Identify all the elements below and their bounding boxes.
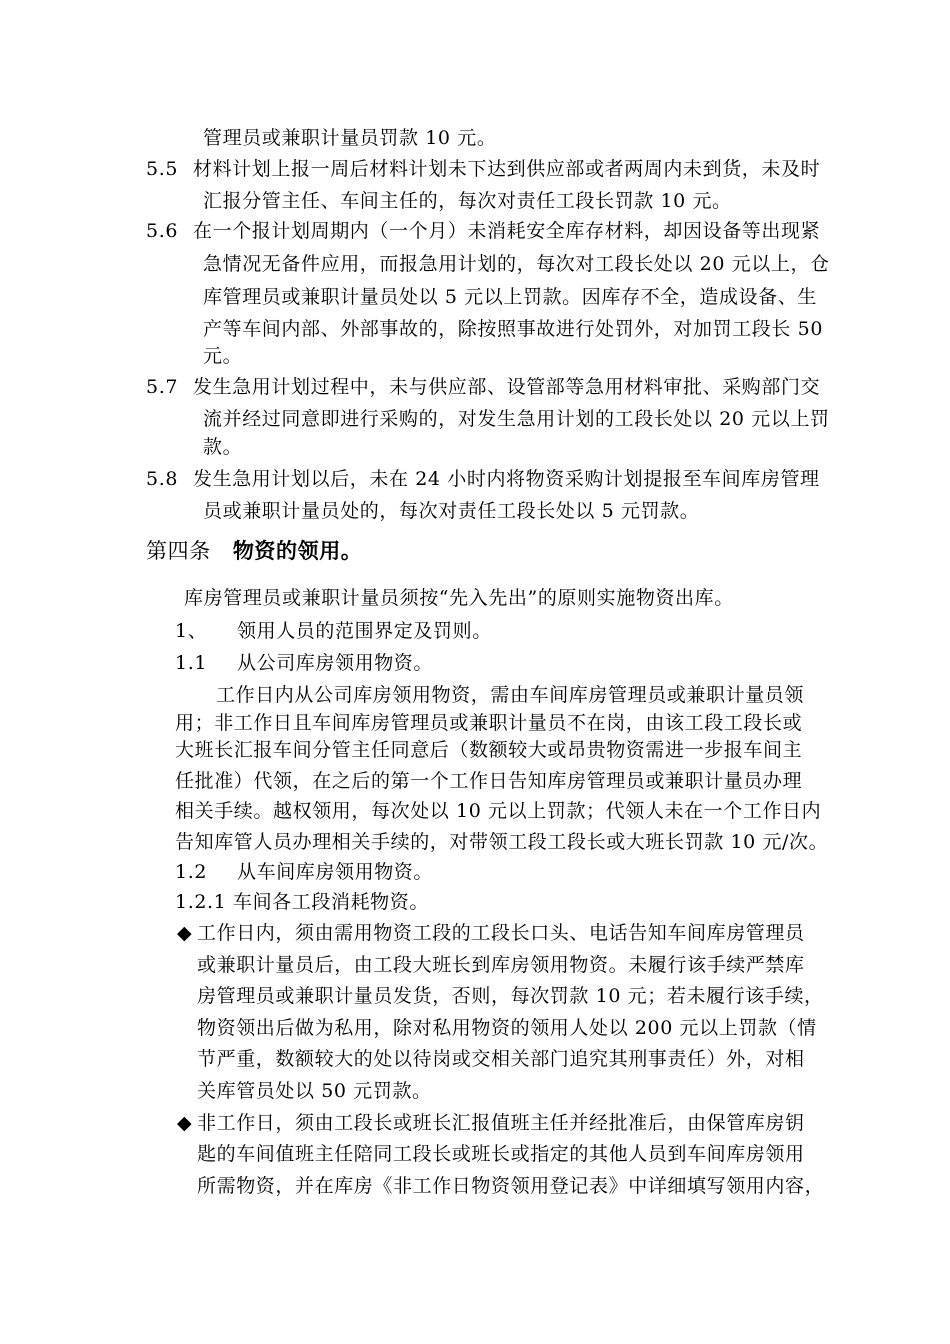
text-line: 流并经过同意即进行采购的，对发生急用计划的工段长处以 20 元以上罚 (203, 408, 830, 430)
text-line: 库管理员或兼职计量员处以 5 元以上罚款。因库存不全，造成设备、生 (203, 286, 817, 308)
text-line: 款。 (203, 436, 243, 458)
diamond-bullet-icon: ◆ (177, 1112, 193, 1134)
text-line: 管理员或兼职计量员罚款 10 元。 (203, 127, 497, 149)
item-number: 1、 (175, 620, 208, 642)
text-line: 发生急用计划过程中，未与供应部、设管部等急用材料审批、采购部门交 (193, 376, 821, 398)
text-line: 匙的车间值班主任陪同工段长或班长或指定的其他人员到车间库房领用 (197, 1143, 805, 1165)
text-line: 或兼职计量员后，由工段大班长到库房领用物资。未履行该手续严禁库 (197, 954, 805, 976)
article-label: 第四条 (146, 539, 211, 563)
item-number: 5.7 (146, 376, 179, 398)
text-line: 工作日内从公司库房领用物资，需由车间库房管理员或兼职计量员领 (216, 684, 805, 706)
text-line: 材料计划上报一周后材料计划未下达到供应部或者两周内未到货，未及时 (193, 158, 821, 180)
text-line: 用；非工作日且车间库房管理员或兼职计量员不在岗，由该工段工段长或 (175, 712, 803, 734)
text-line: 从公司库房领用物资。 (237, 652, 434, 674)
text-line: 工作日内，须由需用物资工段的工段长口头、电话告知车间库房管理员 (197, 922, 805, 944)
bullet-line (177, 920, 805, 946)
text-line: 产等车间内部、外部事故的，除按照事故进行处罚外，对加罚工段长 50 (203, 318, 824, 340)
text-line: 从车间库房领用物资。 (237, 861, 434, 883)
text-line: 告知库管人员办理相关手续的，对带领工段工段长或大班长罚款 10 元/次。 (175, 831, 829, 853)
item-number: 5.5 (146, 158, 179, 180)
item-number: 1.2 (175, 861, 208, 883)
item-number: 5.8 (146, 468, 179, 490)
text-line: 节严重，数额较大的处以待岗或交相关部门追究其刑事责任）外，对相 (197, 1048, 805, 1070)
bullet-line (177, 1110, 805, 1136)
text-line: 在一个报计划周期内（一个月）未消耗安全库存材料，却因设备等出现紧 (193, 220, 821, 242)
text-line: 任批准）代领，在之后的第一个工作日告知库房管理员或兼职计量员办理 (175, 770, 803, 792)
article-title: 物资的领用。 (232, 538, 363, 563)
text-line: 关库管员处以 50 元罚款。 (197, 1080, 432, 1102)
text-line: 急情况无备件应用，而报急用计划的，每次对工段长处以 20 元以上，仓 (203, 253, 830, 275)
text-line: 相关手续。越权领用，每次处以 10 元以上罚款；代领人未在一个工作日内 (175, 800, 822, 822)
text-line: 领用人员的范围界定及罚则。 (237, 620, 492, 642)
text-line: 物资领出后做为私用，除对私用物资的领用人处以 200 元以上罚款（情 (197, 1017, 817, 1039)
item-number: 1.1 (175, 652, 208, 674)
article-heading (146, 536, 362, 566)
text-line: 非工作日，须由工段长或班长汇报值班主任并经批准后，由保管库房钥 (197, 1112, 805, 1134)
text-line: 房管理员或兼职计量员发货，否则，每次罚款 10 元；若未履行该手续， (197, 985, 824, 1007)
text-line: 汇报分管主任、车间主任的，每次对责任工段长罚款 10 元。 (203, 190, 732, 212)
diamond-bullet-icon: ◆ (177, 922, 193, 944)
text-line: 元。 (203, 345, 243, 367)
text-line: 发生急用计划以后，未在 24 小时内将物资采购计划提报至车间库房管理 (193, 468, 820, 490)
text-line: 大班长汇报车间分管主任同意后（数额较大或昂贵物资需进一步报车间主 (175, 739, 803, 761)
text-line: 员或兼职计量员处的，每次对责任工段长处以 5 元罚款。 (203, 500, 700, 522)
text-line: 所需物资，并在库房《非工作日物资领用登记表》中详细填写领用内容， (197, 1175, 825, 1197)
text-line: 库房管理员或兼职计量员须按“先入先出”的原则实施物资出库。 (184, 587, 734, 609)
item-number: 5.6 (146, 220, 179, 242)
text-line: 1.2.1 车间各工段消耗物资。 (175, 891, 429, 913)
